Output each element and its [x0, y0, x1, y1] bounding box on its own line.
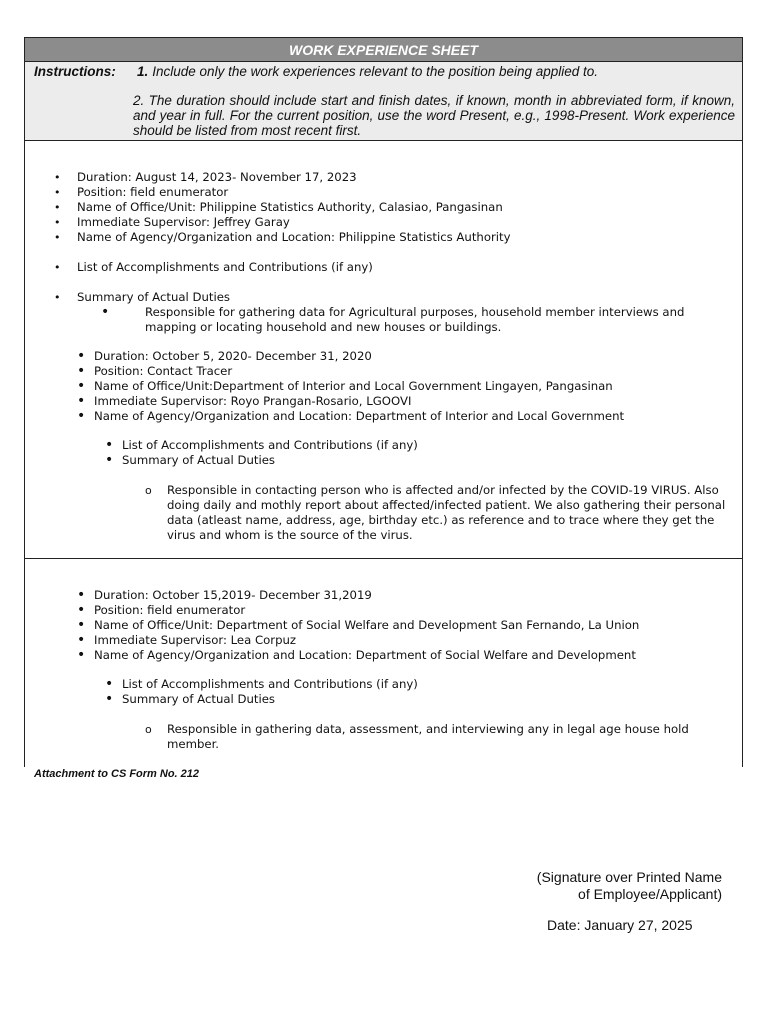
entry-3-accomplishments: • List of Accomplishments and Contributions (if any) [122, 677, 418, 692]
section-divider [25, 558, 742, 559]
instruction-item-1 [137, 64, 598, 79]
entry-3-supervisor: • Immediate Supervisor: Lea Corpuz [94, 633, 296, 648]
entry-1-duty-text: Responsible for gathering data for Agricultural purposes, household member interviews and mapping or locating household and new houses or buildings. [145, 305, 685, 334]
instructions-label: Instructions: [34, 64, 116, 79]
entry-1-office: • Name of Office/Unit: Philippine Statistics Authority, Calasiao, Pangasinan [77, 200, 503, 215]
entry-2-office: • Name of Office/Unit:Department of Interior and Local Government Lingayen, Pangasinan [94, 379, 613, 394]
entry-3-position: • Position: field enumerator [94, 603, 245, 618]
instructions-box [25, 62, 742, 141]
instruction-item-1-text: Include only the work experiences relevant to the position being applied to. [152, 64, 599, 79]
signature-block [537, 869, 722, 903]
entry-2-supervisor: • Immediate Supervisor: Royo Prangan-Rosario, LGOOVI [94, 394, 411, 409]
entry-1-duty: • Responsible for gathering data for Agricultural purposes, household member interviews and mapping or locating household and new houses or buildings. [101, 304, 685, 334]
entry-2-duration: • Duration: October 5, 2020- December 31, 2020 [94, 349, 372, 364]
entry-1-position: • Position: field enumerator [77, 185, 228, 200]
entry-1-supervisor: • Immediate Supervisor: Jeffrey Garay [77, 215, 290, 230]
entry-1-agency: • Name of Agency/Organization and Location: Philippine Statistics Authority [77, 230, 511, 245]
entry-2-agency: • Name of Agency/Organization and Location: Department of Interior and Local Government [94, 409, 624, 424]
instruction-item-1-number: 1. [137, 64, 149, 79]
signature-line-2: of Employee/Applicant) [578, 886, 722, 902]
entry-2-position: • Position: Contact Tracer [94, 364, 232, 379]
entry-1-summary: • Summary of Actual Duties [77, 290, 230, 305]
entry-1-accomplishments: • List of Accomplishments and Contributions (if any) [77, 260, 373, 275]
signature-line-1: (Signature over Printed Name [536, 869, 722, 885]
instruction-item-2: 2. The duration should include start and finish dates, if known, month in abbreviated form, if known, and year in full. For the current position, use the word Present, e.g., 1998-Present. Work experience should be listed from most recent first. [133, 93, 735, 138]
entry-3-duration: • Duration: October 15,2019- December 31,2019 [94, 588, 372, 603]
attachment-note: Attachment to CS Form No. 212 [34, 768, 200, 780]
entry-3-summary: • Summary of Actual Duties [122, 692, 275, 707]
entry-2-duty: o Responsible in contacting person who is affected and/or infected by the COVID-19 VIRUS. Also doing daily and mothly report about affected/infected patient. We also gathering their personal data (atleast name, address, age, birthday etc.) as reference and to trace where they get the virus and whom is the source of the virus. [167, 483, 730, 543]
entry-1-duration: • Duration: August 14, 2023- November 17, 2023 [77, 170, 357, 185]
sheet-title: WORK EXPERIENCE SHEET [25, 38, 742, 62]
entry-2-summary: • Summary of Actual Duties [122, 453, 275, 468]
entry-3-agency: • Name of Agency/Organization and Location: Department of Social Welfare and Development [94, 648, 636, 663]
entry-3-office: • Name of Office/Unit: Department of Social Welfare and Development San Fernando, La Union [94, 618, 639, 633]
signature-date: Date: January 27, 2025 [547, 917, 693, 933]
entry-3-duty: o Responsible in gathering data, assessment, and interviewing any in legal age house hold member. [167, 722, 730, 752]
entry-2-accomplishments: • List of Accomplishments and Contributions (if any) [122, 438, 418, 453]
